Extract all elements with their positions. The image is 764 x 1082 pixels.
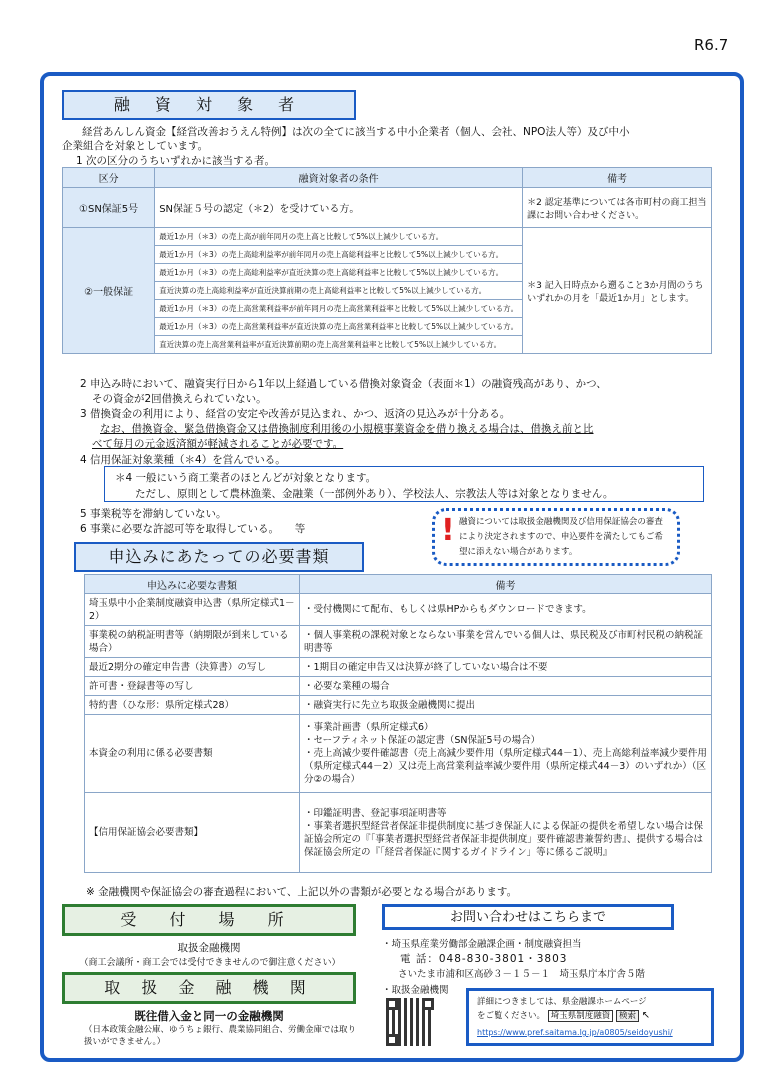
condition-sn5: SN保証５号の認定（＊2）を受けている方。 <box>155 188 523 228</box>
intro-line-1: 経営あんしん資金【経営改善おうえん特例】は次の全てに該当する中小企業者（個人、会社、NPO法人等）及び中小 <box>82 126 630 138</box>
documents-footnote: ※ 金融機関や保証協会の審査過程において、上記以外の書類が必要となる場合があります。 <box>86 886 518 898</box>
condition-general: 直近決算の売上高営業利益率が直近決算前期の売上高営業利益率と比較して5%以上減少している方。 <box>155 336 523 354</box>
reception-line-2: （商工会議所・商工会では受付できませんので御注意ください） <box>79 958 341 968</box>
col-header-condition: 融資対象者の条件 <box>155 168 523 188</box>
requirement-1: 1 次の区分のうちいずれかに該当する者。 <box>76 155 276 167</box>
document-name: 【信用保証協会必要書類】 <box>85 793 300 873</box>
document-note: ・個人事業税の課税対象とならない事業を営んでいる個人は、県民税及び市町村民税の納税証明書等 <box>300 626 712 658</box>
requirement-6: 6 事業に必要な許認可等を取得している。 等 <box>80 523 306 535</box>
document-name: 埼玉県中小企業制度融資申込書（県所定様式1－2） <box>85 594 300 626</box>
reception-line-1: 取扱金融機関 <box>177 942 241 954</box>
document-name: 特約書（ひな形：県所定様式28） <box>85 696 300 715</box>
document-note-line: ・売上高減少要件確認書（売上高減少要件用（県所定様式44－1）、売上高総利益率減少要件用（県所定様式44－2）又は売上高営業利益率減少要件用（県所定様式44－3）のいずれか）（区分②の場合） <box>304 748 707 785</box>
web-info-line-1: 詳細につきましては、県金融課ホームページ <box>477 997 647 1007</box>
contact-tel: 電 話：048-830-3801・3803 <box>400 953 568 965</box>
qr-code-icon[interactable] <box>386 998 434 1046</box>
document-note-line: ・セーフティネット保証の認定書（SN保証5号の場合） <box>304 735 541 746</box>
document-note <box>300 715 712 793</box>
lenders-bold-line: 既往借入金と同一の金融機関 <box>134 1009 284 1023</box>
requirement-4: 4 信用保証対象業種（＊4）を営んでいる。 <box>80 454 286 466</box>
document-note-line: ・印鑑証明書、登記事項証明書等 <box>304 807 447 819</box>
document-note: ・融資実行に先立ち取扱金融機関に提出 <box>300 696 712 715</box>
exclamation-icon: ! <box>441 513 455 548</box>
col-header-document: 申込みに必要な書類 <box>85 575 300 594</box>
intro-line-2: 企業組合を対象としています。 <box>62 140 209 152</box>
cursor-icon: ↖ <box>641 1010 651 1021</box>
search-button[interactable]: 検索 <box>616 1010 639 1022</box>
category-sn5: ①SN保証5号 <box>63 188 155 228</box>
requirement-3-note-2: べて毎月の元金返済額が軽減されることが必要です。 <box>92 438 344 450</box>
contact-address: さいたま市浦和区高砂３－１５－１ 埼玉県庁本庁舎５階 <box>398 969 646 980</box>
condition-general: 最近1か月（＊3）の売上高営業利益率が前年同月の売上高営業利益率と比較して5%以上減少している方。 <box>155 300 523 318</box>
website-url[interactable]: https://www.pref.saitama.lg.jp/a0805/seidoyushi/ <box>477 1028 673 1037</box>
document-note: ・必要な業種の場合 <box>300 677 712 696</box>
requirement-5: 5 事業税等を滞納していない。 <box>80 508 227 520</box>
document-note: ・受付機関にて配布、もしくは県HPからもダウンロードできます。 <box>300 594 712 626</box>
requirement-3: 3 借換資金の利用により、経営の安定や改善が見込まれ、かつ、返済の見込みが十分ある。 <box>80 408 511 420</box>
document-name: 許可書・登録書等の写し <box>85 677 300 696</box>
document-name: 本資金の利用に係る必要書類 <box>85 715 300 793</box>
search-row <box>477 1009 650 1021</box>
document-name: 最近2期分の確定申告書（決算書）の写し <box>85 658 300 677</box>
note-sn5: ＊2 認定基準については各市町村の商工担当課にお問い合わせください。 <box>523 188 712 228</box>
col-header-doc-note: 備考 <box>300 575 712 594</box>
search-box[interactable]: 埼玉県制度融資 <box>548 1010 614 1022</box>
condition-general: 直近決算の売上高総利益率が直近決算前期の売上高総利益率と比較して5%以上減少している方。 <box>155 282 523 300</box>
document-note: ・1期目の確定申告又は決算が終了していない場合は不要 <box>300 658 712 677</box>
col-header-note: 備考 <box>523 168 712 188</box>
contact-org: ・埼玉県産業労働部金融課企画・制度融資担当 <box>382 939 582 950</box>
section-heading-reception: 受 付 場 所 <box>62 904 356 936</box>
documents-table <box>84 574 712 873</box>
condition-general: 最近1か月（＊3）の売上高総利益率が前年同月の売上高総利益率と比較して5%以上減少している方。 <box>155 246 523 264</box>
web-info-line-2: をご覧ください。 <box>477 1011 546 1021</box>
document-note-line: ・事業計画書（県所定様式6） <box>304 722 434 733</box>
warning-text: 融資については取扱金融機関及び信用保証協会の審査により決定されますので、申込要件を満たしてもご希望に添えない場合があります。 <box>459 517 663 557</box>
condition-general: 最近1か月（＊3）の売上高が前年同月の売上高と比較して5%以上減少している方。 <box>155 228 523 246</box>
requirement-3-note-1: なお、借換資金、緊急借換資金又は借換制度利用後の小規模事業資金を借り換える場合は、借換え前と比 <box>100 423 594 435</box>
contact-heading: お問い合わせはこちらまで <box>382 904 674 930</box>
requirement-2-line-1: 2 申込み時において、融資実行日から1年以上経過している借換対象資金（表面＊1）の融資残高があり、かつ、 <box>80 378 607 390</box>
eligibility-table <box>62 167 712 354</box>
section-heading-eligibility: 融 資 対 象 者 <box>62 90 356 120</box>
web-info-box <box>466 988 714 1046</box>
document-name: 事業税の納税証明書等（納期限が到来している場合） <box>85 626 300 658</box>
warning-box <box>432 508 680 566</box>
document-note-line: ・事業者選択型経営者保証非提供制度に基づき保証人による保証の提供を希望しない場合は保証協会所定の『「事業者選択型経営者保証非提供制度」要件確認書兼誓約書』、提供する場合は保証協会所定の『「経営者保証に関するガイドライン」等に係るご説明』 <box>304 820 704 858</box>
section-heading-documents: 申込みにあたっての必要書類 <box>74 542 364 572</box>
lenders-note: （日本政策金融公庫、ゆうちょ銀行、農業協同組合、労働金庫では取り扱いができません。） <box>84 1025 357 1047</box>
document-note <box>300 793 712 873</box>
section-heading-lenders: 取 扱 金 融 機 関 <box>62 972 356 1004</box>
industry-note-1: ＊4 一般にいう商工業者のほとんどが対象となります。 <box>115 472 377 484</box>
contact-lenders-label: ・取扱金融機関 <box>382 985 449 996</box>
industry-note-box <box>104 466 704 502</box>
category-general: ②一般保証 <box>63 228 155 354</box>
page-label: R6.7 <box>694 36 729 54</box>
condition-general: 最近1か月（＊3）の売上高営業利益率が直近決算の売上高営業利益率と比較して5%以上減少している方。 <box>155 318 523 336</box>
condition-general: 最近1か月（＊3）の売上高総利益率が直近決算の売上高総利益率と比較して5%以上減少している方。 <box>155 264 523 282</box>
industry-note-2: ただし、原則として農林漁業、金融業（一部例外あり）、学校法人、宗教法人等は対象となりません。 <box>135 488 614 500</box>
requirement-2-line-2: その資金が2回借換えられていない。 <box>92 393 267 405</box>
col-header-category: 区分 <box>63 168 155 188</box>
note-general: ＊3 記入日時点から遡ること3か月間のうちいずれかの月を「最近1か月」とします。 <box>523 228 712 354</box>
